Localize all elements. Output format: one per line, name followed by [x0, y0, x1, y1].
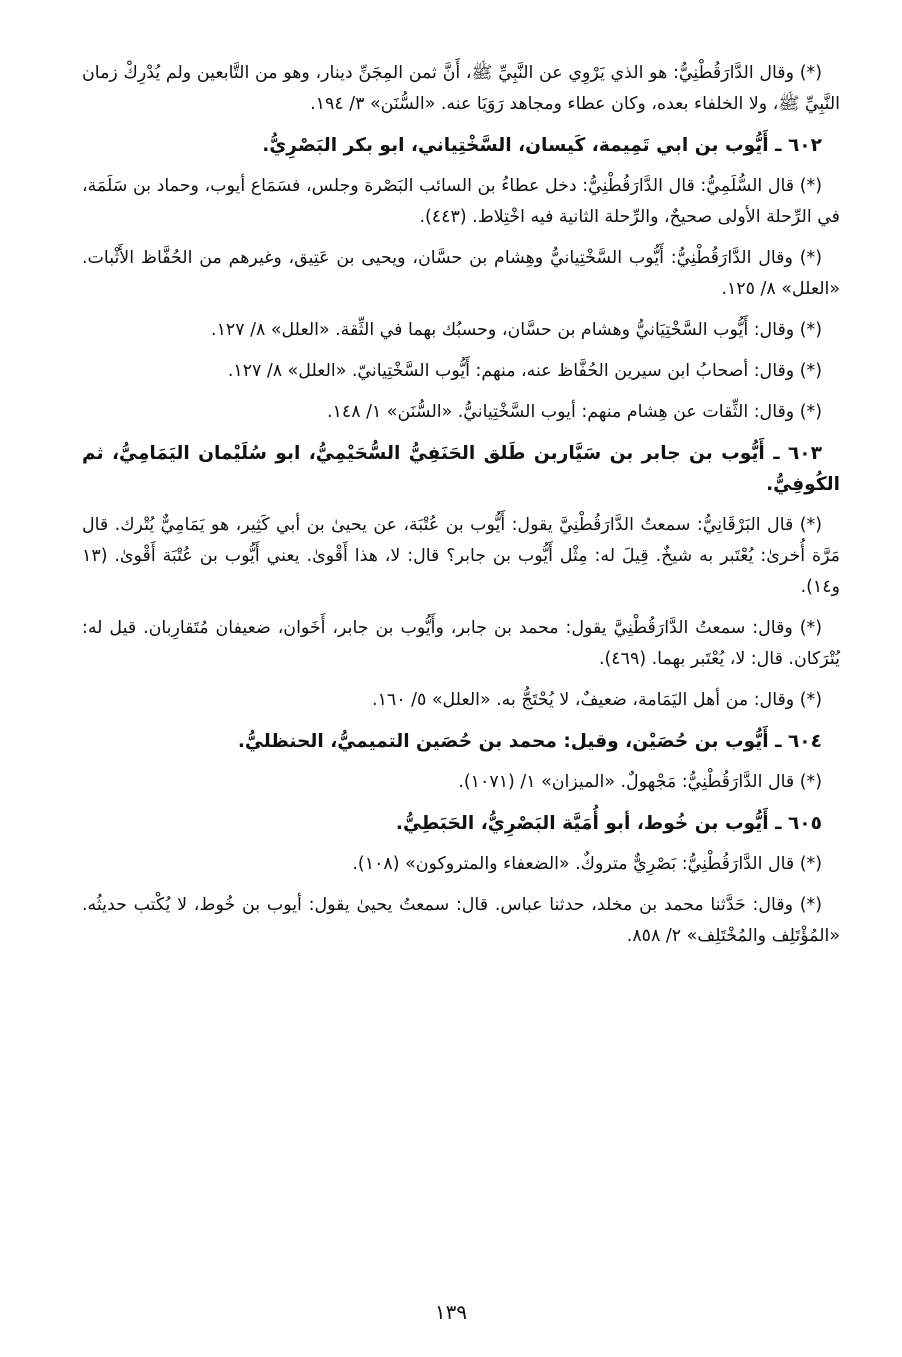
entry-heading: ٦٠٢ ـ أَيُّوب بن ابي تَمِيمة، كَيسان، السَّخْتِياني، ابو بكر البَصْرِيُّ. — [262, 135, 822, 156]
paragraph: (*) قال الدَّارَقُطْنِيُّ: مَجْهولٌ. «الميزان» ١/ (١٠٧١). — [458, 772, 822, 792]
paragraph: (*) وقال: حَدَّثنا محمد بن مخلد، حدثنا عباس. قال: سمعتُ يحيىٰ يقول: أيوب بن خُوط، لا يُكْتب حديثُه. «المُؤْتَلِف والمُخْتَلِف» ٢/ ٨٥٨. — [82, 895, 840, 946]
paragraph: (*) قال السُّلَمِيُّ: قال الدَّارَقُطْنِيُّ: دخل عطاءُ بن السائب البَصْرة وجلس، فسَمَاع أيوب، وحماد بن سَلَمَة، في الرِّحلة الأولى صحيحٌ، والرِّحلة الثانية فيه اخْتِلاط. (٤٤٣). — [82, 176, 840, 227]
paragraph: (*) وقال: من أهل اليَمَامة، ضعيفٌ، لا يُحْتَجُّ به. «العلل» ٥/ ١٦٠. — [372, 690, 822, 710]
paragraph: (*) وقال الدَّارَقُطْنِيُّ: هو الذي يَرْوِي عن النَّبِيِّ ﷺ، أَنَّ ثمن المِجَنِّ دينار، وهو من التَّابعين ولم يُدْرِكْ زمان النَّبِيِّ ﷺ، ولا الخلفاء بعده، وكان عطاء ومجاهد رَوَيَا عنه. «السُّنَن» ٣/ ١٩٤. — [82, 63, 840, 114]
paragraph: (*) وقال: سمعتُ الدَّارَقُطْنِيَّ يقول: محمد بن جابر، وأَيُّوب بن جابر، أَخَوان، ضعيفان مُتَقارِبان. قيل له: يُتْرَكان. قال: لا، يُعْتَبر بهما. (٤٦٩). — [82, 618, 840, 669]
entry-heading: ٦٠٣ ـ أَيُّوب بن جابر بن سَيَّاربن طَلق الحَنَفِيُّ السُّحَيْمِيُّ، ابو سُلَيْمان اليَمَامِيُّ، ثم الكُوفِيُّ. — [82, 443, 840, 495]
paragraph: (*) وقال: أَيُّوب السَّخْتِيَانيُّ وهشام بن حسَّان، وحسبُك بهما في الثِّقة. «العلل» ٨/ ١٢٧. — [211, 320, 822, 340]
page-number: ١٣٩ — [434, 1300, 468, 1324]
paragraph: (*) قال البَرْقَانِيُّ: سمعتُ الدَّارَقُطْنِيَّ يقول: أَيُّوب بن عُتْبَة، عن يحيىٰ بن أبي كَثِير، هو يَمَامِيٌّ يُتْرك. قال مَرَّة أُخرىٰ: يُعْتَبر به شيخٌ. قِيلَ له: مِثْل أَيُّوب بن جابر؟ قال: لا، هذا أَقْوىٰ. يعني أَيُّوب بن عُتْبَة أَقْوىٰ. (١٣ و١٤). — [82, 515, 840, 597]
entry-heading: ٦٠٥ ـ أَيُّوب بن خُوط، أبو أُمَيَّة البَصْرِيُّ، الحَبَطِيُّ. — [395, 813, 822, 834]
entry-heading: ٦٠٤ ـ أَيُّوب بن حُصَيْن، وقيل: محمد بن حُصَين التميميُّ، الحنظليُّ. — [237, 731, 822, 752]
paragraph: (*) وقال: أصحابُ ابن سيرين الحُفَّاظ عنه، منهم: أَيُّوب السَّخْتِيانيّ. «العلل» ٨/ ١٢٧. — [227, 361, 822, 381]
body-text — [82, 58, 840, 962]
paragraph: (*) قال الدَّارَقُطْنِيُّ: بَصْرِيٌّ متروكٌ. «الضعفاء والمتروكون» (١٠٨). — [352, 854, 822, 874]
paragraph: (*) وقال الدَّارَقُطْنِيُّ: أَيُّوب السَّخْتِيانيُّ وهِشام بن حسَّان، ويحيى بن عَتِيق، وغيرهم من الحُفَّاظ الأَثْبات. «العلل» ٨/ ١٢٥. — [82, 248, 840, 299]
paragraph: (*) وقال: الثِّقات عن هِشام منهم: أيوب السَّخْتِيانيُّ. «السُّنَن» ١/ ١٤٨. — [326, 402, 822, 422]
